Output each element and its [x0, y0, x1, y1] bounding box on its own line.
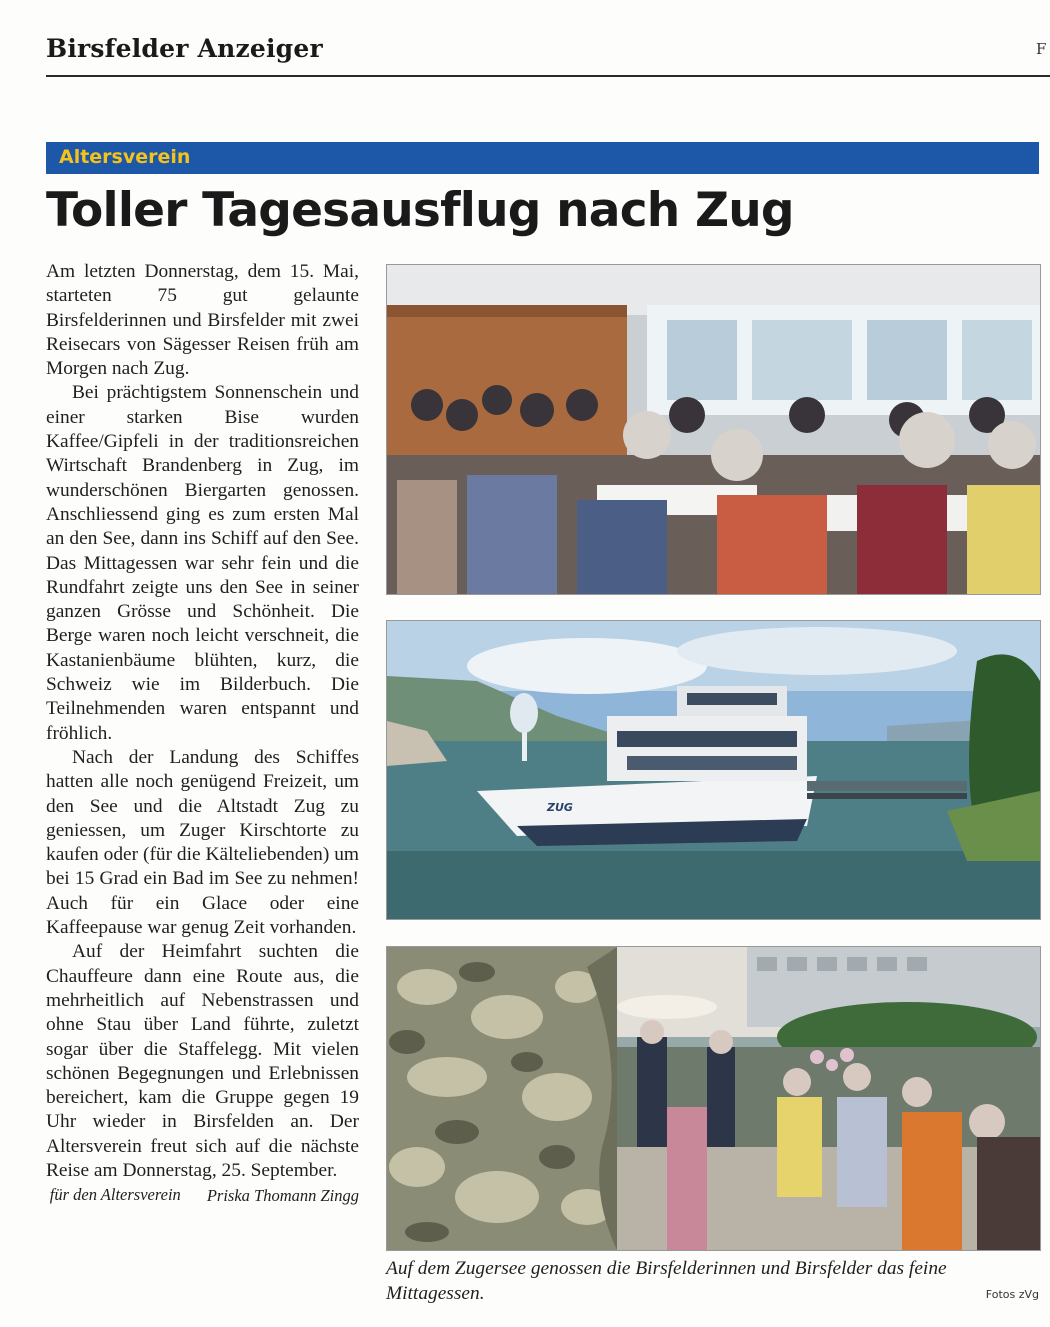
photo-beer-garden-image	[387, 947, 1040, 1250]
section-bar	[46, 142, 1039, 174]
section-label: Altersverein	[59, 146, 191, 168]
photo-caption: Auf dem Zugersee genossen die Birsfelderinnen und Birsfelder das feine Mittagessen.	[386, 1258, 947, 1304]
masthead-rule	[46, 75, 1050, 77]
page-reference: F	[1036, 40, 1047, 58]
photo-beer-garden	[386, 946, 1041, 1251]
headline: Toller Tagesausflug nach Zug	[46, 183, 794, 238]
article-paragraph-text: Auf der Heimfahrt suchten die Chauffeure dann eine Route aus, die mehrheitlich auf Nebenstrassen und ohne Stau über Land führte, zuletzt sogar über die Staffelegg. Mit vielen schönen Begegnungen und Erlebnissen bereichert, kam die Gruppe gegen 19 Uhr wieder in Birsfelden an. Der Altersverein freut sich auf die nächste Reise am Donnerstag, 25. September.	[46, 941, 359, 1181]
photo-dining-room-image	[387, 265, 1040, 594]
article-paragraph: Nach der Landung des Schiffes hatten alle noch genügend Freizeit, um den See und die Altstadt Zug zu geniessen, um Zuger Kirschtorte zu kaufen oder (für die Kälteliebenden) um bei 15 Grad ein Bad im See zu nehmen! Auch für ein Glace oder eine Kaffeepause war genug Zeit vorhanden.	[46, 746, 359, 939]
photo-credit: Fotos zVg	[985, 1288, 1039, 1301]
photo-dining-room	[386, 264, 1041, 595]
article-body	[46, 260, 359, 1209]
article-paragraph: Bei prächtigstem Sonnenschein und einer starken Bise wurden Kaffee/Gipfeli in der traditionsreichen Wirtschaft Brandenberg in Zug, im wunderschönen Biergarten genossen. Anschliessend ging es zum ersten Mal an den See, dann ins Schiff auf den See. Das Mittagessen war sehr fein und die Rundfahrt zeigte uns den See in seiner ganzen Grösse und Schönheit. Die Berge waren noch leicht verschneit, die Kastanienbäume blühten, kurz, die Schweiz wie im Bilderbuch. Die Teilnehmenden waren entspannt und fröhlich.	[46, 382, 359, 744]
photo-ship-zug-image	[387, 621, 1040, 919]
byline-author: Priska Thomann Zingg	[206, 1186, 359, 1206]
article-paragraph: Am letzten Donnerstag, dem 15. Mai, starteten 75 gut gelaunte Birsfelderinnen und Birsfelder mit zwei Reisecars von Sägesser Reisen früh am Morgen nach Zug.	[46, 261, 359, 380]
ship-name-label: ZUG	[547, 801, 573, 814]
photo-ship-zug	[386, 620, 1041, 920]
masthead: Birsfelder Anzeiger	[46, 34, 323, 63]
byline-organization: für den Altersverein	[49, 1185, 181, 1205]
